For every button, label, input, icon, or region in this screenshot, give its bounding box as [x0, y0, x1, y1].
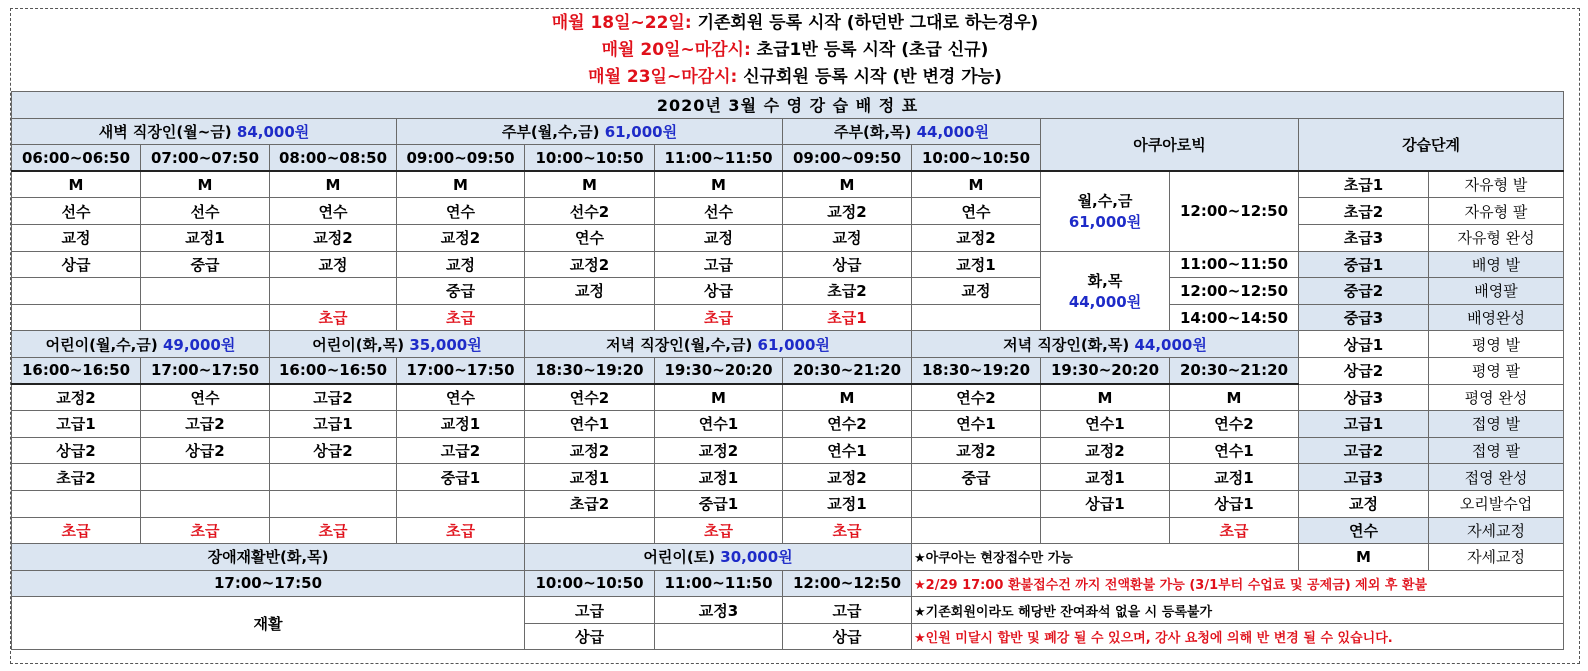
morning-class-row — [12, 171, 1564, 198]
class-cell: 선수 — [141, 198, 270, 225]
class-cell: 교정 — [525, 278, 655, 305]
group-header-dawn-worker: 새벽 직장인(월~금) 84,000원 — [12, 118, 397, 145]
class-cell: 초급 — [655, 517, 783, 544]
time-slot: 18:30~19:20 — [912, 357, 1041, 384]
time-slot: 16:00~16:50 — [12, 357, 141, 384]
level-code: 상급1 — [1299, 331, 1429, 358]
saturday-header — [525, 544, 912, 571]
class-cell: 초급2 — [525, 490, 655, 517]
class-cell: 연수2 — [912, 384, 1041, 411]
class-cell: 교정2 — [525, 251, 655, 278]
aqua-mwf-time: 12:00~12:50 — [1170, 171, 1299, 251]
time-slot: 20:30~21:20 — [783, 357, 912, 384]
class-cell: M — [141, 171, 270, 198]
evening-class-row — [12, 411, 1564, 438]
class-cell: 연수1 — [1041, 411, 1170, 438]
time-slot: 12:00~12:50 — [783, 570, 912, 597]
class-cell: 교정 — [270, 251, 397, 278]
class-cell: 교정1 — [1170, 464, 1299, 491]
class-cell: 상급 — [525, 623, 655, 650]
class-cell: 연수 — [912, 198, 1041, 225]
title-row — [12, 92, 1564, 119]
time-slot: 16:00~16:50 — [270, 357, 397, 384]
class-cell — [270, 464, 397, 491]
levels-header: 강습단계 — [1299, 118, 1564, 171]
morning-group-header-row — [12, 118, 1564, 145]
class-cell: 교정2 — [655, 437, 783, 464]
class-cell: 상급 — [655, 278, 783, 305]
aqua-tt-time: 12:00~12:50 — [1170, 278, 1299, 305]
class-cell: 교정2 — [12, 384, 141, 411]
note-merge: ★인원 미달시 합반 및 폐강 될 수 있으며, 강사 요청에 의해 반 변경 될 수 있습니다. — [912, 623, 1564, 650]
evening-mwf-label: 저녁 직장인(월,수,금) — [606, 335, 758, 354]
time-slot: 19:30~20:20 — [1041, 357, 1170, 384]
level-code: 고급2 — [1299, 437, 1429, 464]
schedule-table-body — [12, 92, 1564, 650]
evening-mwf-price: 61,000원 — [757, 335, 830, 354]
evening-group-header-row — [12, 331, 1564, 358]
aqua-tt-price: 44,000원 — [1068, 292, 1142, 311]
level-code: 상급2 — [1299, 357, 1429, 384]
class-cell: 선수 — [12, 198, 141, 225]
level-code: 고급3 — [1299, 464, 1429, 491]
group-header-kids-tt — [270, 331, 525, 358]
bottom-header-row — [12, 544, 1564, 571]
class-cell: 상급1 — [1170, 490, 1299, 517]
class-cell: 상급1 — [1041, 490, 1170, 517]
class-cell: 상급 — [12, 251, 141, 278]
class-cell — [141, 278, 270, 305]
class-cell: 교정 — [12, 224, 141, 251]
class-cell: 고급2 — [397, 437, 525, 464]
rehab-time: 17:00~17:50 — [12, 570, 525, 597]
level-desc: 자유형 발 — [1429, 171, 1564, 198]
level-desc: 접영 완성 — [1429, 464, 1564, 491]
level-desc: 오리발수업 — [1429, 490, 1564, 517]
level-desc: 평영 완성 — [1429, 384, 1564, 411]
class-cell — [912, 304, 1041, 331]
class-cell: 상급2 — [270, 437, 397, 464]
aqua-tt-time: 11:00~11:50 — [1170, 251, 1299, 278]
time-slot: 17:00~17:50 — [397, 357, 525, 384]
class-cell: 고급1 — [270, 411, 397, 438]
time-slot: 10:00~10:50 — [525, 145, 655, 172]
level-desc: 접영 팔 — [1429, 437, 1564, 464]
level-code: 중급1 — [1299, 251, 1429, 278]
schedule-sheet — [10, 8, 1580, 664]
class-cell: 연수1 — [1170, 437, 1299, 464]
evening-tt-price: 44,000원 — [1134, 335, 1207, 354]
class-cell — [912, 490, 1041, 517]
class-cell: 교정1 — [655, 464, 783, 491]
class-cell: 교정 — [655, 224, 783, 251]
time-slot: 18:30~19:20 — [525, 357, 655, 384]
level-desc: 자유형 팔 — [1429, 198, 1564, 225]
level-desc: 접영 발 — [1429, 411, 1564, 438]
evening-class-row — [12, 517, 1564, 544]
class-cell: 초급 — [141, 517, 270, 544]
class-cell: 초급 — [12, 517, 141, 544]
class-cell: 중급1 — [655, 490, 783, 517]
class-cell: 중급 — [912, 464, 1041, 491]
note-aqua: ★아쿠아는 현장접수만 가능 — [912, 544, 1299, 571]
aqua-mwf-days — [1041, 171, 1170, 251]
aqua-header: 아쿠아로빅 — [1041, 118, 1299, 171]
morning-class-row — [12, 304, 1564, 331]
class-cell: 초급 — [270, 304, 397, 331]
class-cell: 연수1 — [783, 437, 912, 464]
level-code: 중급2 — [1299, 278, 1429, 305]
class-cell: 고급1 — [12, 411, 141, 438]
class-cell: 고급 — [783, 597, 912, 624]
class-cell: 교정1 — [912, 251, 1041, 278]
class-cell: 초급 — [1170, 517, 1299, 544]
time-slot: 11:00~11:50 — [655, 570, 783, 597]
class-cell: 교정 — [397, 251, 525, 278]
class-cell: 상급 — [783, 623, 912, 650]
level-desc: 배영완성 — [1429, 304, 1564, 331]
class-cell: 초급 — [397, 304, 525, 331]
aqua-tt-days — [1041, 251, 1170, 331]
group-header-housewife-tt: 주부(화,목) 44,000원 — [783, 118, 1041, 145]
morning-class-row — [12, 251, 1564, 278]
level-desc: 자세교정 — [1429, 517, 1564, 544]
class-cell: 교정1 — [141, 224, 270, 251]
class-cell: 교정 — [912, 278, 1041, 305]
class-cell — [1041, 517, 1170, 544]
time-slot: 10:00~10:50 — [525, 570, 655, 597]
note-refund: ★2/29 17:00 환불접수건 까지 전액환불 가능 (3/1부터 수업료 및 공제금) 제외 후 환불 — [912, 570, 1564, 597]
class-cell — [270, 278, 397, 305]
class-cell: 중급 — [397, 278, 525, 305]
class-cell: 상급2 — [12, 437, 141, 464]
rehab-label: 재활 — [12, 597, 525, 650]
class-cell: 교정2 — [783, 198, 912, 225]
class-cell: 연수2 — [1170, 411, 1299, 438]
time-slot: 20:30~21:20 — [1170, 357, 1299, 384]
evening-class-row — [12, 464, 1564, 491]
class-cell — [525, 517, 655, 544]
class-cell — [12, 304, 141, 331]
class-cell: 연수2 — [783, 411, 912, 438]
class-cell: M — [655, 171, 783, 198]
time-slot: 09:00~09:50 — [397, 145, 525, 172]
time-slot: 09:00~09:50 — [783, 145, 912, 172]
saturday-label: 어린이(토) — [643, 548, 721, 567]
class-cell: 연수 — [397, 384, 525, 411]
class-cell: 교정3 — [655, 597, 783, 624]
time-slot: 17:00~17:50 — [141, 357, 270, 384]
class-cell — [525, 304, 655, 331]
note-no-seat: ★기존회원이라도 해당반 잔여좌석 없을 시 등록불가 — [912, 597, 1564, 624]
class-cell: 초급 — [270, 517, 397, 544]
class-cell: 초급1 — [783, 304, 912, 331]
group-header-evening-mwf — [525, 331, 912, 358]
level-code: 연수 — [1299, 517, 1429, 544]
class-cell: 교정 — [783, 224, 912, 251]
saturday-class-row — [12, 597, 1564, 624]
class-cell: 연수1 — [912, 411, 1041, 438]
class-cell: M — [12, 171, 141, 198]
time-slot: 11:00~11:50 — [655, 145, 783, 172]
time-slot: 07:00~07:50 — [141, 145, 270, 172]
banner-line-1: 매월 18일~22일: 기존회원 등록 시작 (하던반 그대로 하는경우) — [551, 13, 1039, 33]
level-code: 초급2 — [1299, 198, 1429, 225]
level-code: 고급1 — [1299, 411, 1429, 438]
aqua-tt-time: 14:00~14:50 — [1170, 304, 1299, 331]
evening-class-row — [12, 490, 1564, 517]
kids-tt-label: 어린이(화,목) — [312, 335, 410, 354]
class-cell: 교정1 — [1041, 464, 1170, 491]
rehab-header: 장애재활반(화,목) — [12, 544, 525, 571]
class-cell: 초급2 — [12, 464, 141, 491]
class-cell: 연수 — [270, 198, 397, 225]
page-title: 2020년 3월 수 영 강 습 배 정 표 — [12, 92, 1564, 119]
class-cell — [270, 490, 397, 517]
class-cell: M — [1170, 384, 1299, 411]
banner-line-3: 매월 23일~마감시: 신규회원 등록 시작 (반 변경 가능) — [588, 67, 1002, 87]
class-cell: 교정2 — [525, 437, 655, 464]
level-code: 교정 — [1299, 490, 1429, 517]
class-cell: 연수 — [397, 198, 525, 225]
class-cell: 교정2 — [397, 224, 525, 251]
class-cell — [141, 304, 270, 331]
aqua-mwf-price: 61,000원 — [1068, 213, 1142, 232]
kids-tt-price: 35,000원 — [409, 335, 482, 354]
level-desc: 배영 발 — [1429, 251, 1564, 278]
level-code: M — [1299, 544, 1429, 571]
class-cell: 연수 — [141, 384, 270, 411]
class-cell: 고급2 — [141, 411, 270, 438]
class-cell — [397, 490, 525, 517]
class-cell: 연수2 — [525, 384, 655, 411]
level-desc: 배영팔 — [1429, 278, 1564, 305]
morning-class-row — [12, 224, 1564, 251]
evening-tt-label: 저녁 직장인(화,목) — [1003, 335, 1135, 354]
banner-line-2: 매월 20일~마감시: 초급1반 등록 시작 (초급 신규) — [601, 40, 989, 60]
class-cell: M — [270, 171, 397, 198]
time-slot: 06:00~06:50 — [12, 145, 141, 172]
aqua-tt-days-label: 화,목 — [1087, 271, 1123, 290]
class-cell: 교정2 — [912, 437, 1041, 464]
class-cell: 연수1 — [655, 411, 783, 438]
class-cell: 고급 — [525, 597, 655, 624]
class-cell: 초급 — [397, 517, 525, 544]
level-desc: 평영 발 — [1429, 331, 1564, 358]
level-code: 초급3 — [1299, 224, 1429, 251]
class-cell: 초급2 — [783, 278, 912, 305]
class-cell — [12, 490, 141, 517]
class-cell: 교정1 — [397, 411, 525, 438]
class-cell: 중급 — [141, 251, 270, 278]
class-cell: M — [783, 171, 912, 198]
class-cell: 고급2 — [270, 384, 397, 411]
kids-mwf-price: 49,000원 — [162, 335, 236, 354]
evening-class-row — [12, 437, 1564, 464]
class-cell: M — [783, 384, 912, 411]
time-slot: 19:30~20:20 — [655, 357, 783, 384]
class-cell: 교정1 — [525, 464, 655, 491]
group-header-housewife-mwf: 주부(월,수,금) 61,000원 — [397, 118, 783, 145]
bottom-times-row — [12, 570, 1564, 597]
class-cell: M — [1041, 384, 1170, 411]
class-cell: 교정2 — [270, 224, 397, 251]
class-cell: 교정2 — [1041, 437, 1170, 464]
class-cell: M — [525, 171, 655, 198]
class-cell: 중급1 — [397, 464, 525, 491]
evening-class-row — [12, 384, 1564, 411]
level-code: 초급1 — [1299, 171, 1429, 198]
evening-times-row — [12, 357, 1564, 384]
class-cell: 연수1 — [525, 411, 655, 438]
class-cell: 선수 — [655, 198, 783, 225]
time-slot: 10:00~10:50 — [912, 145, 1041, 172]
class-cell: 선수2 — [525, 198, 655, 225]
class-cell: 초급 — [655, 304, 783, 331]
class-cell: M — [912, 171, 1041, 198]
class-cell: 상급2 — [141, 437, 270, 464]
level-desc: 자유형 완성 — [1429, 224, 1564, 251]
level-code: 상급3 — [1299, 384, 1429, 411]
class-cell: 교정2 — [912, 224, 1041, 251]
class-cell: M — [655, 384, 783, 411]
class-cell — [141, 464, 270, 491]
morning-class-row — [12, 198, 1564, 225]
class-cell: 상급 — [783, 251, 912, 278]
schedule-table — [11, 91, 1564, 650]
level-desc: 평영 팔 — [1429, 357, 1564, 384]
morning-class-row — [12, 278, 1564, 305]
level-desc: 자세교정 — [1429, 544, 1564, 571]
class-cell: 초급 — [783, 517, 912, 544]
kids-mwf-label: 어린이(월,수,금) — [45, 335, 163, 354]
class-cell — [912, 517, 1041, 544]
class-cell: M — [397, 171, 525, 198]
level-code: 중급3 — [1299, 304, 1429, 331]
class-cell: 고급 — [655, 251, 783, 278]
class-cell: 교정2 — [783, 464, 912, 491]
aqua-mwf-days-label: 월,수,금 — [1077, 192, 1133, 211]
class-cell: 교정1 — [783, 490, 912, 517]
class-cell — [12, 278, 141, 305]
class-cell: 연수 — [525, 224, 655, 251]
saturday-price: 30,000원 — [720, 548, 793, 567]
class-cell — [655, 623, 783, 650]
group-header-kids-mwf — [12, 331, 270, 358]
group-header-evening-tt — [912, 331, 1299, 358]
time-slot: 08:00~08:50 — [270, 145, 397, 172]
class-cell — [141, 490, 270, 517]
